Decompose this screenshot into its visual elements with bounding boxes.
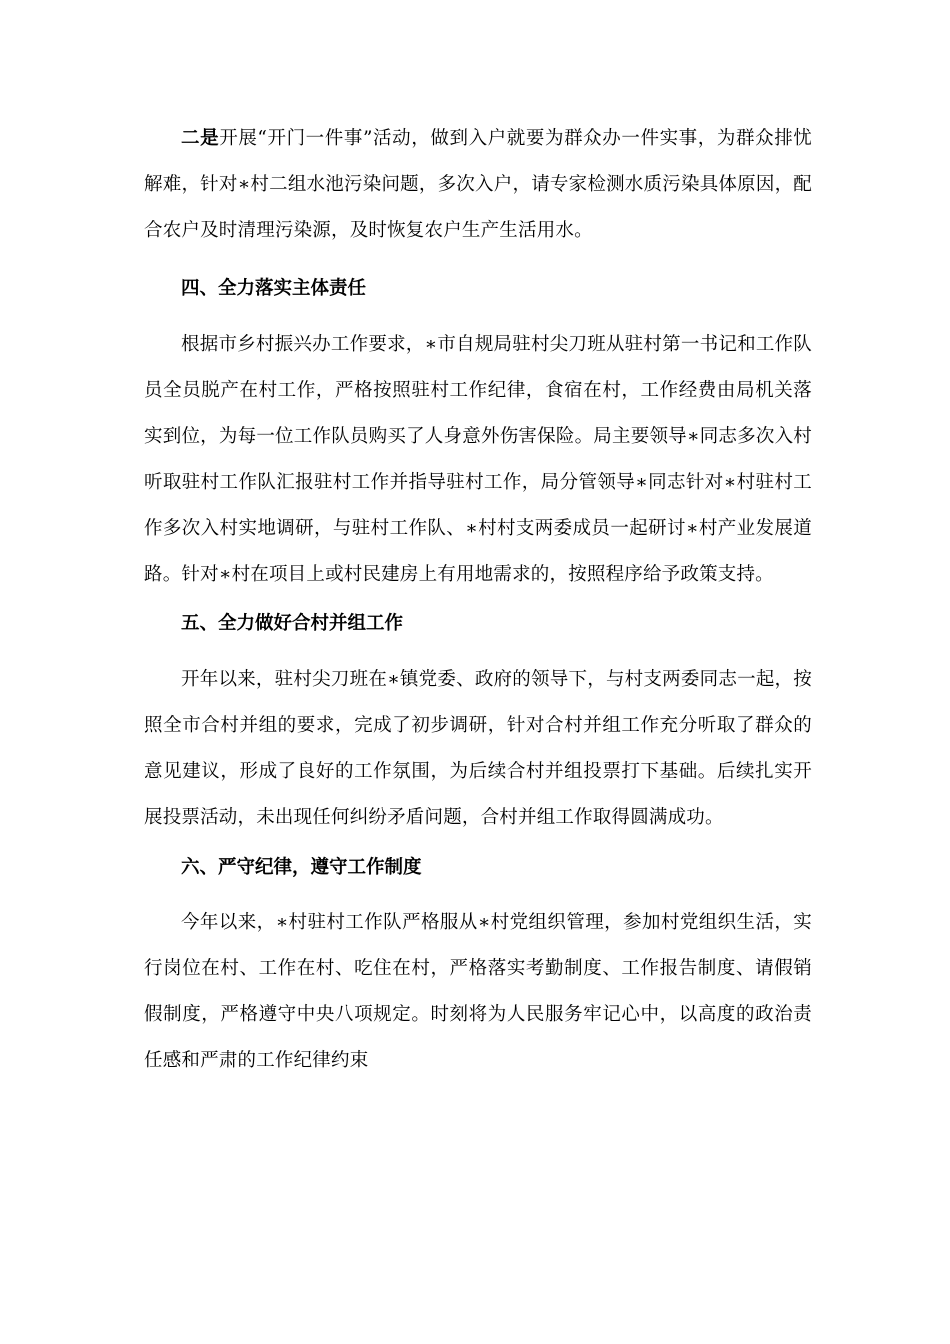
paragraph-intro-lead: 二是 bbox=[181, 128, 220, 149]
section-heading-4: 四、全力落实主体责任 bbox=[181, 278, 367, 299]
paragraph-intro-text: 开展“开门一件事”活动，做到入户就要为群众办一件实事，为群众排忧解难，针对∗村二组水池污染问题，多次入户，请专家检测水质污染具体原因，配合农户及时清理污染源，及时恢复农户生产生活用水。 bbox=[144, 128, 812, 241]
paragraph-intro bbox=[144, 116, 812, 254]
paragraph-section-4: 根据市乡村振兴办工作要求，∗市自规局驻村尖刀班从驻村第一书记和工作队员全员脱产在村工作，严格按照驻村工作纪律，食宿在村，工作经费由局机关落实到位，为每一位工作队员购买了人身意外伤害保险。局主要领导∗同志多次入村听取驻村工作队汇报驻村工作并指导驻村工作，局分管领导∗同志针对∗村驻村工作多次入村实地调研，与驻村工作队、∗村村支两委成员一起研讨∗村产业发展道路。针对∗村在项目上或村民建房上有用地需求的，按照程序给予政策支持。 bbox=[144, 334, 812, 585]
section-heading-5: 五、全力做好合村并组工作 bbox=[181, 613, 404, 634]
section-heading-6: 六、严守纪律，遵守工作制度 bbox=[181, 857, 422, 878]
paragraph-section-6: 今年以来，∗村驻村工作队严格服从∗村党组织管理，参加村党组织生活，实行岗位在村、工作在村、吃住在村，严格落实考勤制度、工作报告制度、请假销假制度，严格遵守中央八项规定。时刻将为人民服务牢记心中，以高度的政治责任感和严肃的工作纪律约束 bbox=[144, 912, 812, 1071]
paragraph-section-5: 开年以来，驻村尖刀班在∗镇党委、政府的领导下，与村支两委同志一起，按照全市合村并组的要求，完成了初步调研，针对合村并组工作充分听取了群众的意见建议，形成了良好的工作氛围，为后续合村并组投票打下基础。后续扎实开展投票活动，未出现任何纠纷矛盾问题，合村并组工作取得圆满成功。 bbox=[144, 669, 812, 828]
